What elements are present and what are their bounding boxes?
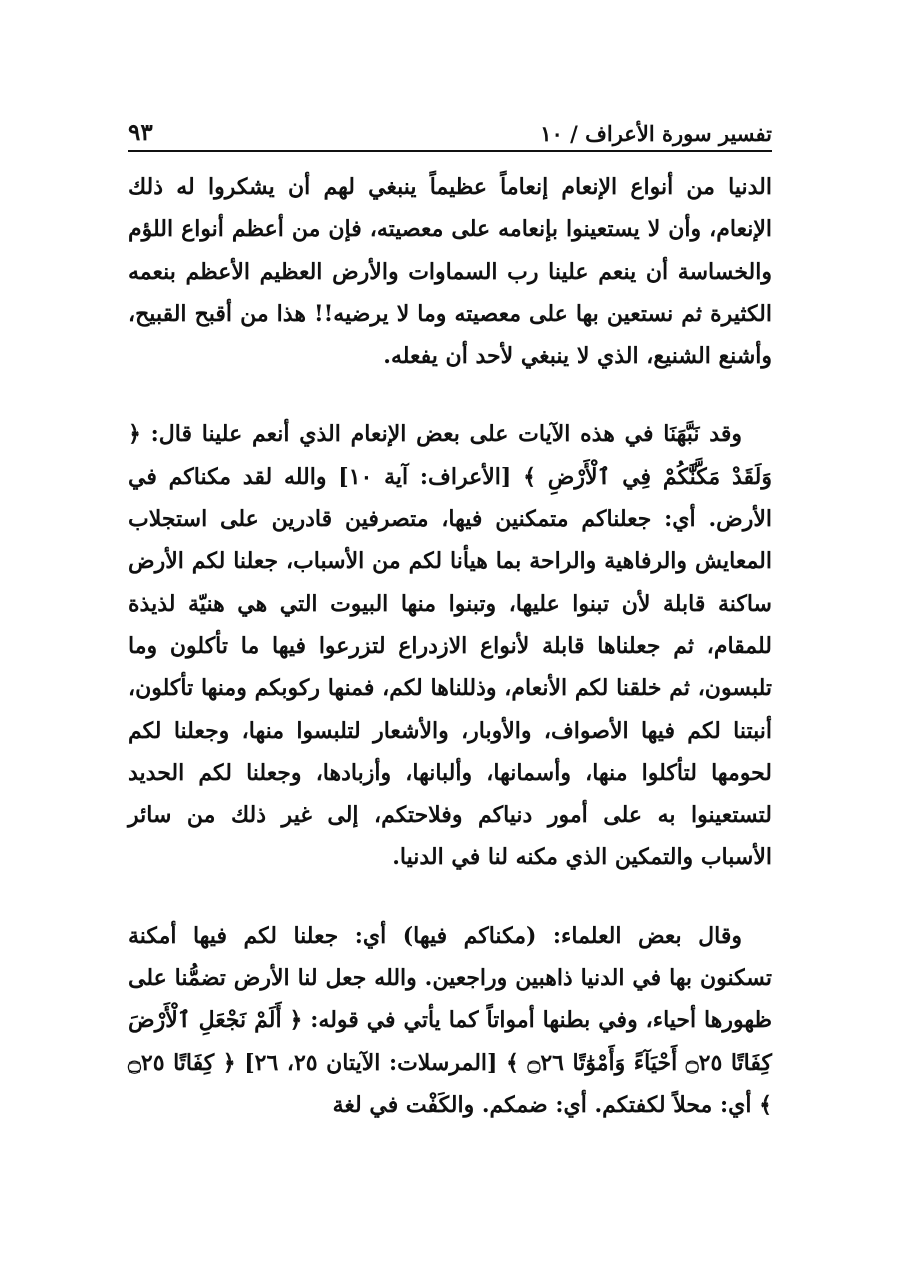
quran-verse: ﴿ وَلَقَدْ مَكَّنَّٰكُمْ فِي ٱلْأَرْضِ ﴾: [128, 421, 772, 490]
paragraph: [128, 915, 772, 1126]
text-segment: وقال بعض العلماء: (مكناكم فيها) أي: جعلنا لكم فيها أمكنة تسكنون بها في الدنيا ذاهبين وراجعين. والله جعل لنا الأرض تضمُّنا على ظهورها أحياء، وفي بطنها أمواتاً كما يأتي في قوله:: [128, 922, 772, 1034]
text-segment: الدنيا من أنواع الإنعام إنعاماً عظيماً ينبغي لهم أن يشكروا له ذلك الإنعام، وأن لا يستعينوا بإنعامه على معصيته، فإن من أعظم أنواع اللؤم والخساسة أن ينعم علينا رب السماوات والأرض العظيم الأعظم بنعمه الكثيرة ثم نستعين بها على معصيته وما لا يرضيه!! هذا من أقبح القبيح، وأشنع الشنيع، الذي لا ينبغي لأحد أن يفعله.: [128, 174, 772, 370]
running-header: [128, 112, 772, 152]
body-text: [128, 166, 772, 1126]
text-segment: [الأعراف: آية ١٠] والله لقد مكناكم في الأرض. أي: جعلناكم متمكنين فيها، متصرفين قادرين على استجلاب المعايش والرفاهية والراحة بما هيأنا لكم من الأسباب، جعلنا لكم الأرض ساكنة قابلة لأن تبنوا عليها، وتبنوا منها البيوت التي هي هنيّة لذيذة للمقام، ثم جعلناها قابلة لأنواع الازدراع لتزرعوا فيها ما تأكلون وما تلبسون، ثم خلقنا لكم الأنعام، وذللناها لكم، فمنها ركوبكم ومنها تأكلون، أنبتنا لكم فيها الأصواف، والأوبار، والأشعار لتلبسوا منها، وجعلنا لكم لحومها لتأكلوا منها، وأسمانها، وألبانها، وأزبادها، وجعلنا لكم الحديد لتستعينوا به على أمور دنياكم وفلاحتكم، إلى غير ذلك من سائر الأسباب والتمكين الذي مكنه لنا في الدنيا.: [128, 463, 772, 871]
page-number: ٩٣: [128, 119, 153, 146]
paragraph: [128, 413, 772, 878]
quran-verse: ﴿ أَلَمْ نَجْعَلِ ٱلْأَرْضَ كِفَاتًا ۝٢٥ أَحْيَآءً وَأَمْوَٰتًا ۝٢٦ ﴾: [128, 1007, 772, 1076]
quran-verse: ﴿ كِفَاتًا ۝٢٥ ﴾: [128, 1049, 772, 1118]
text-segment: وقد نَبَّهَنَا في هذه الآيات على بعض الإنعام الذي أنعم علينا قال:: [140, 421, 742, 448]
paragraph: [128, 166, 772, 377]
text-segment: أي: محلاً لكفتكم. أي: ضمكم. والكَفْت في لغة: [332, 1091, 760, 1118]
header-title: تفسير سورة الأعراف / ١٠: [540, 121, 772, 146]
text-segment: [المرسلات: الآيتان ٢٥، ٢٦]: [235, 1049, 506, 1076]
